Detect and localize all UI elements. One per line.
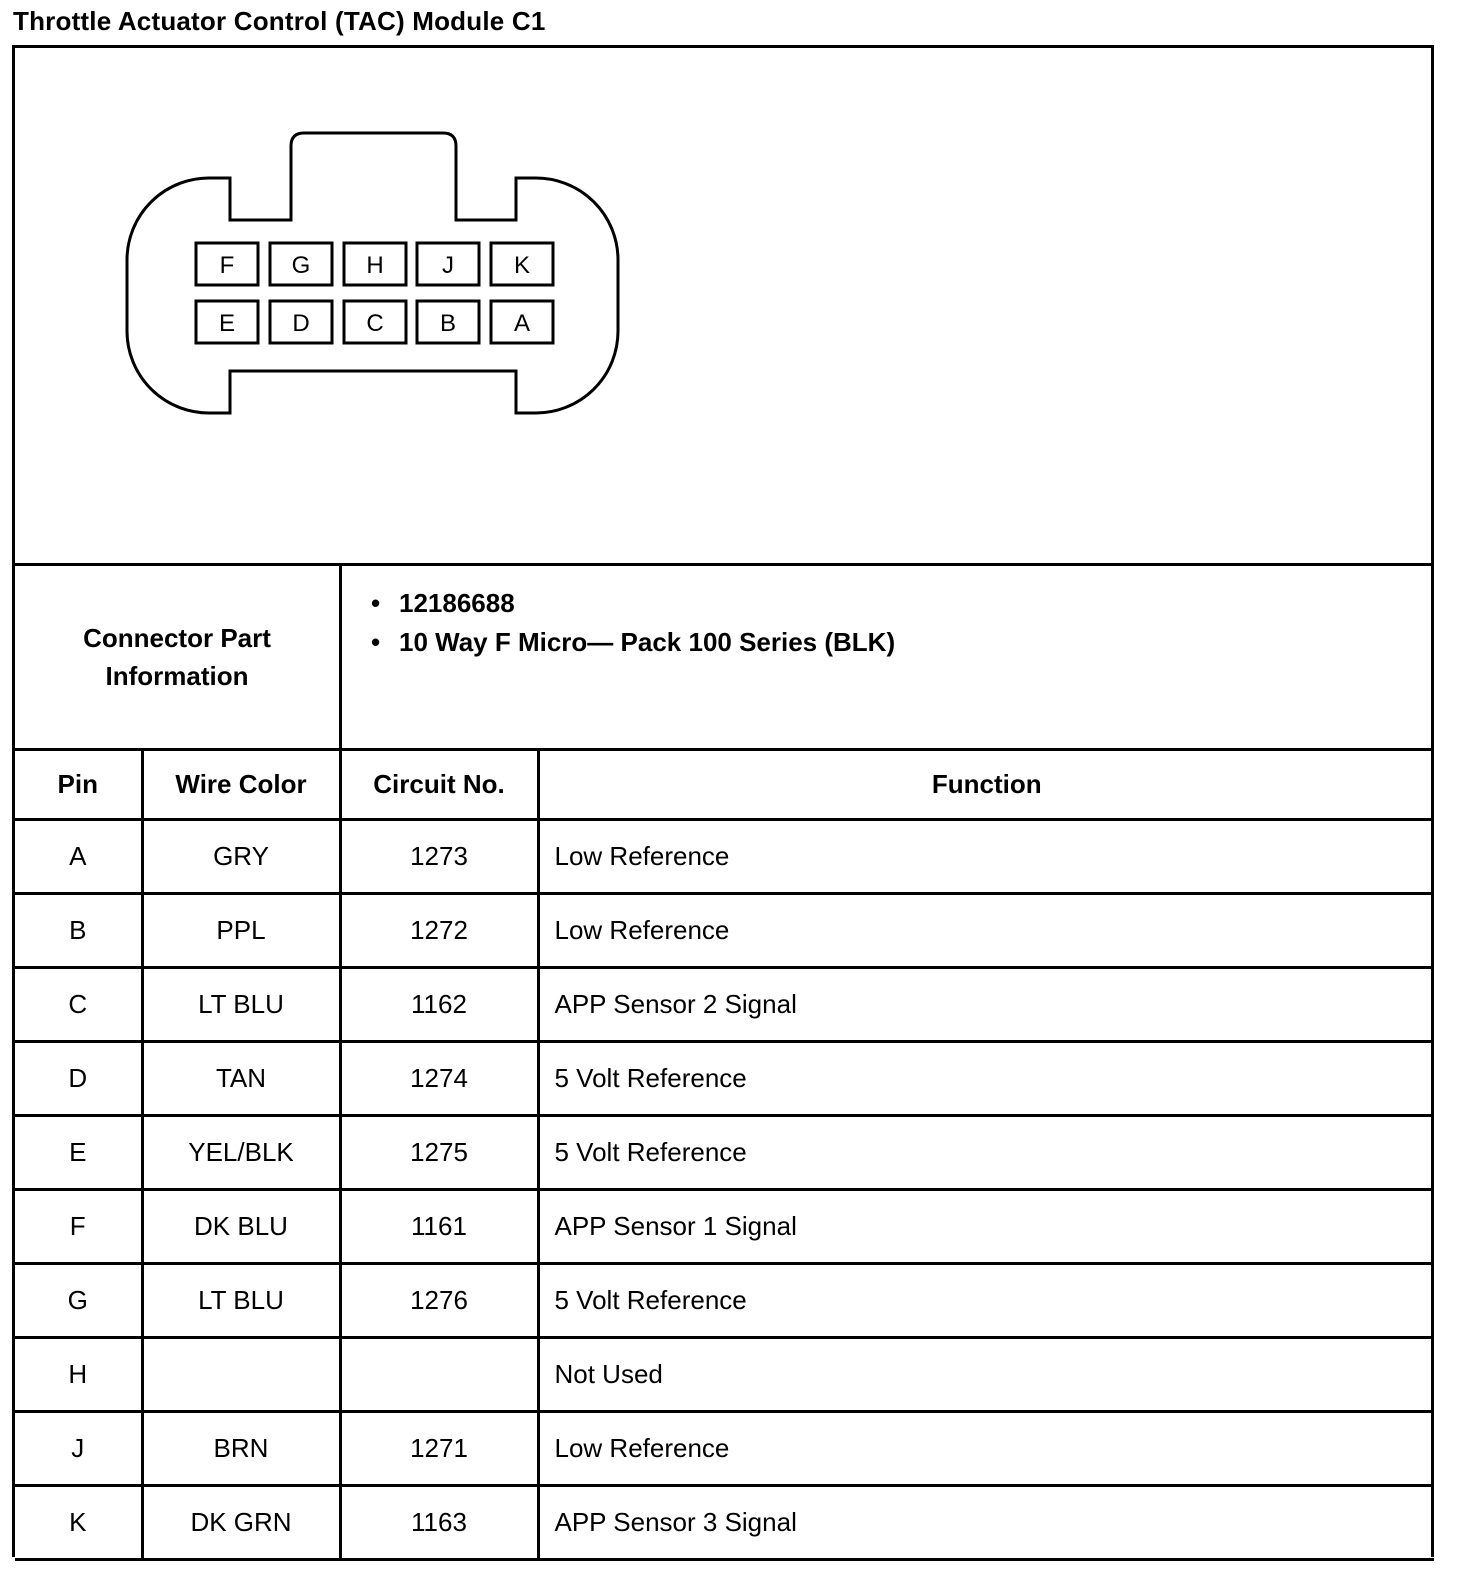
- function-cell: 5 Volt Reference: [538, 1042, 1434, 1116]
- circuit-cell: 1161: [340, 1190, 538, 1264]
- pin-cell: G: [15, 1264, 142, 1338]
- connector-face-svg: [15, 48, 1431, 563]
- connector-pin-label: H: [366, 252, 384, 279]
- table-row: [15, 1412, 1434, 1486]
- table-row: [15, 1486, 1434, 1560]
- wire-color-cell: [142, 1338, 340, 1412]
- pin-cell: D: [15, 1042, 142, 1116]
- pin-cell: B: [15, 894, 142, 968]
- part-info-list: [355, 584, 895, 662]
- pin-cell: F: [15, 1190, 142, 1264]
- connector-pin-label: A: [513, 310, 531, 337]
- function-cell: Low Reference: [538, 1412, 1434, 1486]
- part-number: • 12186688: [355, 584, 895, 623]
- connector-diagram: [15, 48, 1431, 566]
- pin-cell: J: [15, 1412, 142, 1486]
- table-row: [15, 894, 1434, 968]
- table-row: [15, 1338, 1434, 1412]
- circuit-cell: 1271: [340, 1412, 538, 1486]
- wire-color-cell: DK BLU: [142, 1190, 340, 1264]
- pin-cell: C: [15, 968, 142, 1042]
- wire-color-cell: PPL: [142, 894, 340, 968]
- part-info-label-line2: Information: [105, 661, 249, 691]
- part-description: • 10 Way F Micro— Pack 100 Series (BLK): [355, 623, 895, 662]
- header-pin: Pin: [15, 751, 142, 820]
- part-info-label: [15, 566, 342, 748]
- table-header-row: [15, 751, 1434, 820]
- header-wire-color: Wire Color: [142, 751, 340, 820]
- wire-color-cell: LT BLU: [142, 1264, 340, 1338]
- circuit-cell: 1273: [340, 820, 538, 894]
- circuit-cell: 1163: [340, 1486, 538, 1560]
- pinout-table: [15, 751, 1434, 1561]
- connector-sheet: [12, 45, 1434, 1557]
- circuit-cell: 1275: [340, 1116, 538, 1190]
- table-row: [15, 1264, 1434, 1338]
- connector-pin-label: J: [442, 252, 454, 279]
- circuit-cell: 1272: [340, 894, 538, 968]
- wire-color-cell: YEL/BLK: [142, 1116, 340, 1190]
- page-title: Throttle Actuator Control (TAC) Module C1: [13, 6, 546, 36]
- header-circuit: Circuit No.: [340, 751, 538, 820]
- pin-cell: K: [15, 1486, 142, 1560]
- wire-color-cell: BRN: [142, 1412, 340, 1486]
- wire-color-cell: LT BLU: [142, 968, 340, 1042]
- circuit-cell: [340, 1338, 538, 1412]
- table-row: [15, 1116, 1434, 1190]
- connector-pin-label: D: [292, 310, 310, 337]
- circuit-cell: 1276: [340, 1264, 538, 1338]
- pin-cell: A: [15, 820, 142, 894]
- connector-pin-label: K: [513, 252, 531, 279]
- function-cell: 5 Volt Reference: [538, 1116, 1434, 1190]
- pin-cell: H: [15, 1338, 142, 1412]
- part-info-label-line1: Connector Part: [83, 623, 271, 653]
- connector-pin-label: B: [439, 310, 457, 337]
- function-cell: APP Sensor 1 Signal: [538, 1190, 1434, 1264]
- table-row: [15, 1190, 1434, 1264]
- function-cell: Low Reference: [538, 820, 1434, 894]
- table-row: [15, 968, 1434, 1042]
- function-cell: 5 Volt Reference: [538, 1264, 1434, 1338]
- connector-pin-label: C: [366, 310, 384, 337]
- wire-color-cell: GRY: [142, 820, 340, 894]
- connector-part-information: [15, 566, 1431, 751]
- pin-cell: E: [15, 1116, 142, 1190]
- function-cell: APP Sensor 3 Signal: [538, 1486, 1434, 1560]
- wire-color-cell: TAN: [142, 1042, 340, 1116]
- connector-pin-label: E: [218, 310, 236, 337]
- connector-pin-label: F: [219, 252, 235, 279]
- function-cell: APP Sensor 2 Signal: [538, 968, 1434, 1042]
- function-cell: Low Reference: [538, 894, 1434, 968]
- header-function: Function: [538, 751, 1434, 820]
- function-cell: Not Used: [538, 1338, 1434, 1412]
- circuit-cell: 1274: [340, 1042, 538, 1116]
- connector-pin-label: G: [291, 252, 311, 279]
- circuit-cell: 1162: [340, 968, 538, 1042]
- wire-color-cell: DK GRN: [142, 1486, 340, 1560]
- table-row: [15, 1042, 1434, 1116]
- table-row: [15, 820, 1434, 894]
